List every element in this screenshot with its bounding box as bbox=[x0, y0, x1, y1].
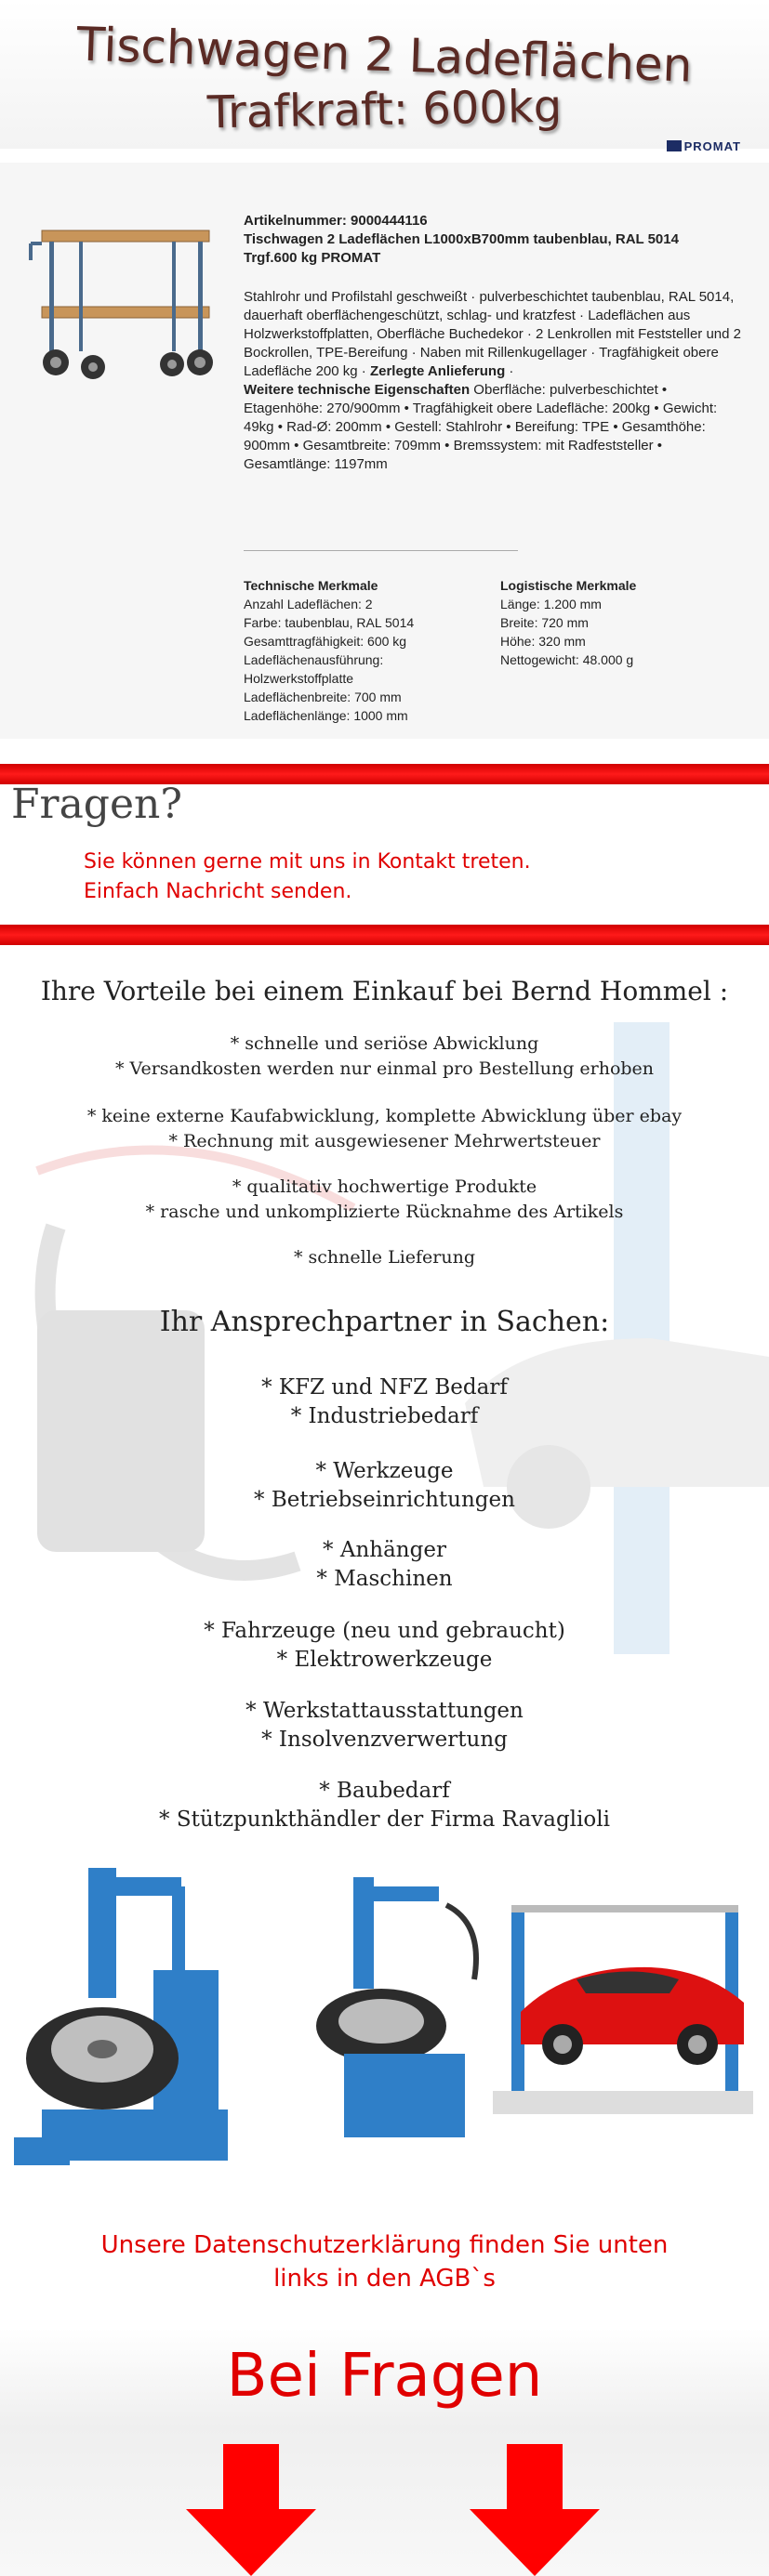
product-image-cart bbox=[23, 223, 219, 381]
contact-item: * Insolvenzverwertung bbox=[261, 1728, 508, 1752]
advantage-item: * Versandkosten werden nur einmal pro Bestellung erhoben bbox=[114, 1058, 655, 1079]
contact-item: * Anhänger bbox=[323, 1538, 446, 1562]
technical-line: Anzahl Ladeflächen: 2 bbox=[244, 597, 373, 611]
advantage-item: * rasche und unkomplizierte Rücknahme des Artikels bbox=[145, 1202, 624, 1222]
logistic-features bbox=[500, 576, 742, 669]
advantage-item: * schnelle Lieferung bbox=[293, 1247, 476, 1268]
advantages-group-3 bbox=[0, 1175, 769, 1225]
logistic-line: Nettogewicht: 48.000 g bbox=[500, 652, 634, 667]
promat-logo-icon bbox=[667, 140, 682, 151]
contact-item: * Werkstattausstattungen bbox=[245, 1699, 524, 1723]
tire-changer-image-1 bbox=[14, 1859, 246, 2175]
title-line-2: Trafkraft: 600kg bbox=[206, 80, 563, 139]
questions-text bbox=[84, 848, 531, 907]
product-info bbox=[244, 212, 746, 474]
contact-item: * Baubedarf bbox=[319, 1779, 450, 1803]
specs-text: Oberfläche: pulverbeschichtet • Etagenhöhe: 270/900mm • Tragfähigkeit obere Ladefläche: 200kg • Gewicht: 49kg • Rad-Ø: 200mm • Gestell: Stahlrohr • Bereifung: TPE • Gesamthöhe: 900mm • Gesamtbreite: 709mm • Bremssystem: mit Radfeststeller • Gesamtlänge: 1197mm bbox=[244, 382, 718, 472]
tire-changer-image-2 bbox=[288, 1868, 502, 2147]
logistic-heading: Logistische Merkmale bbox=[500, 578, 637, 593]
technical-line: Gesamttragfähigkeit: 600 kg bbox=[244, 634, 407, 649]
promat-logo-text: PROMAT bbox=[683, 139, 741, 153]
contact-item: * KFZ und NFZ Bedarf bbox=[261, 1375, 508, 1400]
contact-item: * Elektrowerkzeuge bbox=[276, 1648, 493, 1672]
description-text: Stahlrohr und Profilstahl geschweißt · pulverbeschichtet taubenblau, RAL 5014, dauerhaft oberflächengeschützt, schlag- und kratzfest · Ladeflächen aus Holzwerkstoffplatten, Oberfläche Buchedekor · 2 Lenkrollen mit Feststeller und 2 Bockrollen, TPE-Bereifung · Naben mit Rillenkugellager · Tragfähigkeit obere Ladefläche 200 kg · bbox=[244, 289, 741, 379]
contact-item: * Stützpunkthändler der Firma Ravaglioli bbox=[159, 1807, 610, 1832]
contact-group-4 bbox=[0, 1617, 769, 1675]
contact-group-6 bbox=[0, 1777, 769, 1834]
advantages-group-1 bbox=[0, 1032, 769, 1082]
advantage-item: * Rechnung mit ausgewiesener Mehrwertsteuer bbox=[168, 1131, 601, 1151]
advantages-group-4 bbox=[0, 1245, 769, 1270]
contact-group-2 bbox=[0, 1457, 769, 1515]
product-description bbox=[244, 288, 746, 474]
technical-line: Ladeflächenausführung: bbox=[244, 652, 384, 667]
contact-item: * Fahrzeuge (neu und gebraucht) bbox=[204, 1619, 565, 1643]
technical-line: Ladeflächenbreite: 700 mm bbox=[244, 690, 402, 704]
contact-group-3 bbox=[0, 1536, 769, 1594]
contact-group-5 bbox=[0, 1697, 769, 1755]
red-divider-bottom bbox=[0, 925, 769, 945]
article-number: Artikelnummer: 9000444116 bbox=[244, 213, 428, 229]
contact-heading: Ihr Ansprechpartner in Sachen: bbox=[159, 1306, 610, 1338]
description-end: · bbox=[505, 363, 514, 379]
technical-features bbox=[244, 576, 485, 725]
advantage-item: * keine externe Kaufabwicklung, komplette Abwicklung über ebay bbox=[86, 1106, 683, 1126]
cta-heading: Bei Fragen bbox=[226, 2342, 543, 2411]
technical-heading: Technische Merkmale bbox=[244, 578, 378, 593]
description-bold: Zerlegte Anlieferung bbox=[369, 363, 506, 379]
privacy-line-2: links in den AGB`s bbox=[273, 2265, 496, 2293]
privacy-notice bbox=[0, 2228, 769, 2295]
product-name-line-1: Tischwagen 2 Ladeflächen L1000xB700mm taubenblau, RAL 5014 bbox=[244, 231, 679, 247]
logistic-line: Breite: 720 mm bbox=[500, 615, 589, 630]
down-arrow-icon bbox=[470, 2444, 600, 2576]
down-arrow-icon bbox=[186, 2444, 316, 2576]
specs-label: Weitere technische Eigenschaften bbox=[244, 382, 471, 398]
technical-line: Ladeflächenlänge: 1000 mm bbox=[244, 708, 408, 723]
logistic-line: Länge: 1.200 mm bbox=[500, 597, 602, 611]
contact-item: * Industriebedarf bbox=[290, 1404, 479, 1428]
technical-line: Farbe: taubenblau, RAL 5014 bbox=[244, 615, 415, 630]
questions-line-2: Einfach Nachricht senden. bbox=[84, 880, 352, 903]
logistic-line: Höhe: 320 mm bbox=[500, 634, 586, 649]
advantage-item: * schnelle und seriöse Abwicklung bbox=[230, 1033, 539, 1054]
product-name-line-2: Trgf.600 kg PROMAT bbox=[244, 250, 381, 266]
car-lift-image bbox=[493, 1891, 753, 2114]
contact-group-1 bbox=[0, 1373, 769, 1431]
technical-line: Holzwerkstoffplatte bbox=[244, 671, 354, 686]
privacy-line-1: Unsere Datenschutzerklärung finden Sie unten bbox=[100, 2231, 669, 2259]
contact-item: * Maschinen bbox=[316, 1567, 453, 1591]
title-line-1: Tischwagen 2 Ladeflächen bbox=[75, 17, 694, 93]
questions-line-1: Sie können gerne mit uns in Kontakt treten. bbox=[84, 850, 531, 874]
contact-item: * Betriebseinrichtungen bbox=[254, 1488, 515, 1512]
promat-logo bbox=[667, 139, 741, 153]
advantages-group-2 bbox=[0, 1104, 769, 1154]
questions-title: Fragen? bbox=[11, 781, 182, 828]
title-banner bbox=[0, 0, 769, 149]
advantages-heading: Ihre Vorteile bei einem Einkauf bei Bernd Hommel : bbox=[40, 976, 729, 1006]
contact-item: * Werkzeuge bbox=[315, 1459, 454, 1483]
separator bbox=[244, 550, 518, 551]
advantage-item: * qualitativ hochwertige Produkte bbox=[232, 1176, 537, 1197]
